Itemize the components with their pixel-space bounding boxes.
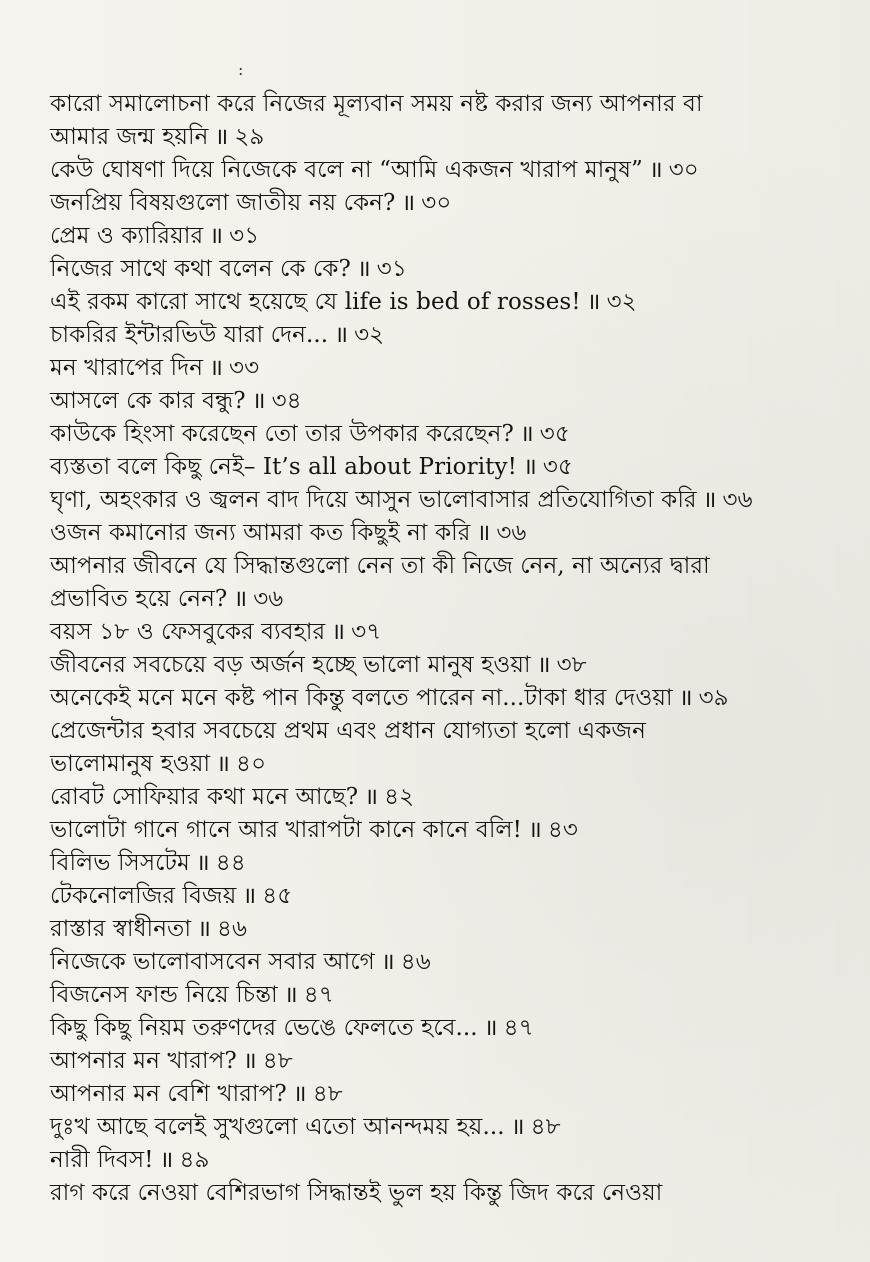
toc-separator: ॥ (536, 652, 551, 678)
toc-entry (50, 781, 810, 814)
toc-separator: ॥ (648, 157, 663, 183)
toc-entry-title: প্রভাবিত হয়ে নেন? (50, 586, 228, 612)
toc-entry-title: ওজন কমানোর জন্য আমরা কত কিছুই না করি (50, 520, 471, 546)
toc-page-number: ৩৬ (722, 487, 753, 513)
toc-entry (50, 517, 810, 550)
toc-entry-title: নিজেকে ভালোবাসবেন সবার আগে (50, 949, 375, 975)
toc-page-number: ৩৯ (698, 685, 729, 711)
toc-entry (50, 715, 810, 748)
toc-entry-title: কিছু কিছু নিয়ম তরুণদের ভেঙে ফেলতে হবে... (50, 1015, 478, 1041)
toc-separator: ॥ (476, 520, 491, 546)
toc-page-number: ৪৮ (262, 1048, 293, 1074)
toc-page-number: ৪২ (384, 784, 415, 810)
toc-separator: ॥ (209, 223, 224, 249)
toc-separator: ॥ (242, 883, 257, 909)
toc-entry-title: রাস্তার স্বাধীনতা (50, 916, 192, 942)
toc-entry-title: বয়স ১৮ ও ফেসবুকের ব্যবহার (50, 619, 326, 645)
toc-entry-title: আমার জন্ম হয়নি (50, 124, 209, 150)
toc-separator: ॥ (334, 322, 349, 348)
toc-page-number: ৩০ (421, 190, 452, 216)
stray-mark: : (238, 60, 244, 79)
toc-entry-title: কেউ ঘোষণা দিয়ে নিজেকে বলে না “আমি একজন খারাপ মানুষ” (50, 157, 643, 183)
toc-entry-title: অনেকেই মনে মনে কষ্ট পান কিন্তু বলতে পারেন না...টাকা ধার দেওয়া (50, 685, 673, 711)
toc-entry-title: প্রেজেন্টার হবার সবচেয়ে প্রথম এবং প্রধান যোগ্যতা হলো একজন (50, 718, 646, 744)
toc-page-number: ৪৪ (215, 850, 246, 876)
toc-separator: ॥ (251, 388, 266, 414)
toc-entry-title: আপনার মন খারাপ? (50, 1048, 237, 1074)
toc-entry (50, 484, 810, 517)
toc-page-number: ৩১ (229, 223, 260, 249)
toc-entry (50, 616, 810, 649)
toc-separator: ॥ (401, 190, 416, 216)
toc-entry (50, 1012, 810, 1045)
toc-page-number: ৩৫ (542, 454, 573, 480)
toc-entry (50, 847, 810, 880)
toc-page-number: ৪৯ (179, 1147, 210, 1173)
toc-entry (50, 121, 810, 154)
toc-entry (50, 88, 810, 121)
toc-entry (50, 583, 810, 616)
toc-page-number: ৩৩ (229, 355, 260, 381)
toc-separator: ॥ (510, 1114, 525, 1140)
table-of-contents (50, 88, 810, 1210)
toc-separator: ॥ (331, 619, 346, 645)
toc-entry (50, 451, 810, 484)
toc-page-number: ৪৫ (262, 883, 293, 909)
toc-entry-title: বিলিভ সিসটেম (50, 850, 190, 876)
toc-entry (50, 418, 810, 451)
toc-separator: ॥ (233, 586, 248, 612)
toc-entry (50, 286, 810, 319)
toc-entry-title: দুঃখ আছে বলেই সুখগুলো এতো আনন্দময় হয়... (50, 1114, 505, 1140)
toc-separator: ॥ (283, 982, 298, 1008)
toc-page-number: ৩৭ (351, 619, 382, 645)
toc-entry (50, 880, 810, 913)
toc-separator: ॥ (292, 1081, 307, 1107)
toc-page-number: ৩৬ (253, 586, 284, 612)
toc-entry (50, 352, 810, 385)
toc-entry-title: চাকরির ইন্টারভিউ যারা দেন... (50, 322, 329, 348)
toc-entry (50, 913, 810, 946)
toc-separator: ॥ (356, 256, 371, 282)
toc-separator: ॥ (364, 784, 379, 810)
toc-entry (50, 1111, 810, 1144)
toc-entry (50, 1144, 810, 1177)
toc-page-number: ৩৮ (556, 652, 587, 678)
toc-page-number: ৩৫ (539, 421, 570, 447)
toc-entry (50, 550, 810, 583)
toc-entry (50, 748, 810, 781)
toc-entry-title: আপনার মন বেশি খারাপ? (50, 1081, 287, 1107)
toc-entry (50, 319, 810, 352)
toc-entry-title: নিজের সাথে কথা বলেন কে কে? (50, 256, 351, 282)
toc-page-number: ৩৪ (271, 388, 302, 414)
toc-separator: ॥ (483, 1015, 498, 1041)
toc-separator: ॥ (214, 124, 229, 150)
toc-entry-title: কারো সমালোচনা করে নিজের মূল্যবান সময় নষ্ট করার জন্য আপনার বা (50, 91, 703, 117)
toc-entry-title: ঘৃণা, অহংকার ও জ্বলন বাদ দিয়ে আসুন ভালোবাসার প্রতিযোগিতা করি (50, 487, 697, 513)
toc-entry (50, 1078, 810, 1111)
toc-entry-title: আপনার জীবনে যে সিদ্ধান্তগুলো নেন তা কী নিজে নেন, না অন্যের দ্বারা (50, 553, 710, 579)
toc-entry-title: মন খারাপের দিন (50, 355, 204, 381)
toc-entry-title: এই রকম কারো সাথে হয়েছে যে life is bed of rosses! (50, 289, 581, 315)
toc-entry-title: বিজনেস ফান্ড নিয়ে চিন্তা (50, 982, 278, 1008)
toc-page-number: ৪৭ (303, 982, 334, 1008)
toc-page-number: ৪৮ (530, 1114, 561, 1140)
toc-separator: ॥ (519, 421, 534, 447)
toc-page-number: ৩৬ (496, 520, 527, 546)
toc-page-number: ৩২ (606, 289, 637, 315)
toc-separator: ॥ (702, 487, 717, 513)
toc-page-number: ৩১ (376, 256, 407, 282)
toc-separator: ॥ (159, 1147, 174, 1173)
toc-entry-title: জনপ্রিয় বিষয়গুলো জাতীয় নয় কেন? (50, 190, 396, 216)
toc-separator: ॥ (522, 454, 537, 480)
toc-separator: ॥ (242, 1048, 257, 1074)
toc-separator: ॥ (216, 751, 231, 777)
toc-entry-title: প্রেম ও ক্যারিয়ার (50, 223, 204, 249)
toc-entry-title: টেকনোলজির বিজয় (50, 883, 237, 909)
toc-page-number: ২৯ (234, 124, 265, 150)
toc-page-number: ৪৩ (547, 817, 578, 843)
toc-page-number: ৪০ (236, 751, 267, 777)
toc-separator: ॥ (380, 949, 395, 975)
toc-entry-title: ব্যস্ততা বলে কিছু নেই– It’s all about Priority! (50, 454, 517, 480)
toc-entry (50, 1045, 810, 1078)
toc-entry-title: রাগ করে নেওয়া বেশিরভাগ সিদ্ধান্তই ভুল হয় কিন্তু জিদ করে নেওয়া (50, 1180, 663, 1206)
toc-entry (50, 1177, 810, 1210)
toc-entry (50, 649, 810, 682)
toc-entry (50, 220, 810, 253)
toc-separator: ॥ (195, 850, 210, 876)
toc-separator: ॥ (209, 355, 224, 381)
toc-page-number: ৪৮ (312, 1081, 343, 1107)
toc-entry-title: ভালোটা গানে গানে আর খারাপটা কানে কানে বলি! (50, 817, 522, 843)
toc-separator: ॥ (678, 685, 693, 711)
toc-page-number: ৪৬ (216, 916, 248, 942)
toc-entry (50, 682, 810, 715)
toc-entry-title: রোবট সোফিয়ার কথা মনে আছে? (50, 784, 359, 810)
toc-entry-title: জীবনের সবচেয়ে বড় অর্জন হচ্ছে ভালো মানুষ হওয়া (50, 652, 531, 678)
toc-entry (50, 979, 810, 1012)
toc-separator: ॥ (586, 289, 601, 315)
toc-page-number: ৪৭ (503, 1015, 534, 1041)
toc-entry-title: নারী দিবস! (50, 1147, 154, 1173)
toc-entry (50, 946, 810, 979)
toc-page-number: ৪৬ (400, 949, 431, 975)
toc-separator: ॥ (197, 916, 211, 942)
toc-entry (50, 814, 810, 847)
toc-entry (50, 385, 810, 418)
toc-entry-title: ভালোমানুষ হওয়া (50, 751, 211, 777)
toc-page-number: ৩২ (354, 322, 385, 348)
toc-entry-title: আসলে কে কার বন্ধু? (50, 388, 246, 414)
toc-entry-title: কাউকে হিংসা করেছেন তো তার উপকার করেছেন? (50, 421, 514, 447)
toc-entry (50, 187, 810, 220)
toc-entry (50, 154, 810, 187)
toc-entry (50, 253, 810, 286)
toc-separator: ॥ (527, 817, 542, 843)
toc-page-number: ৩০ (668, 157, 699, 183)
